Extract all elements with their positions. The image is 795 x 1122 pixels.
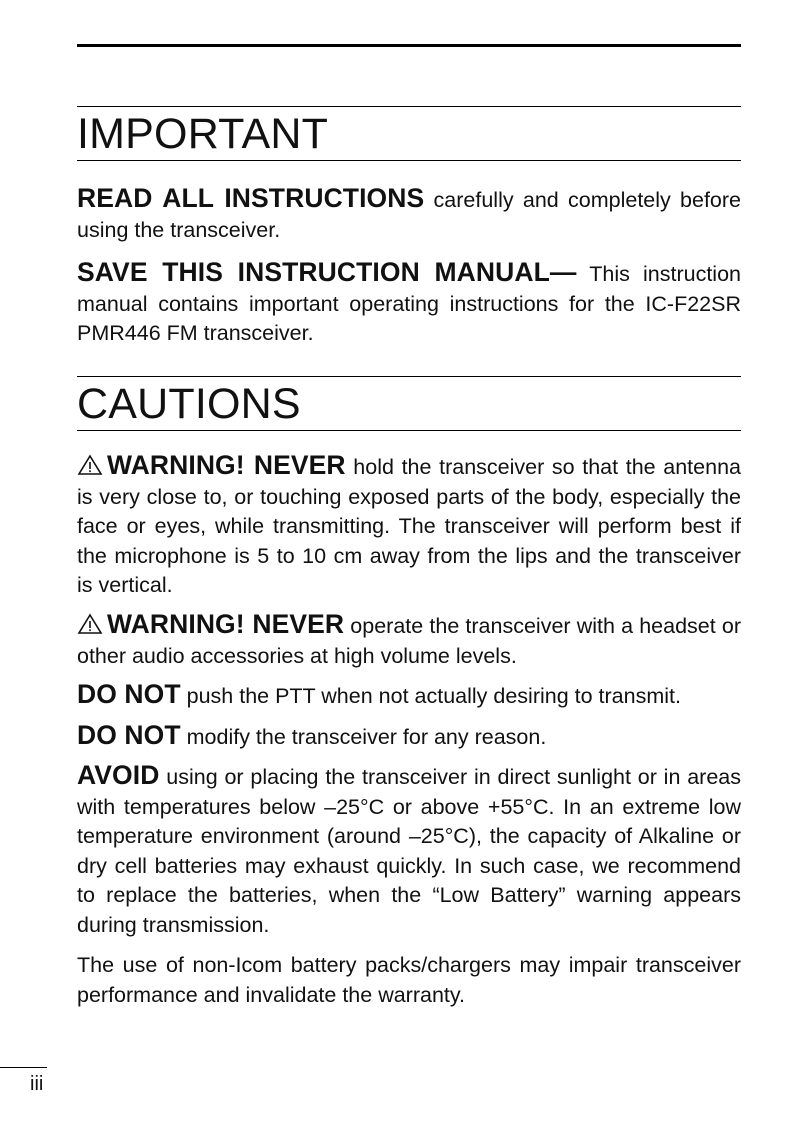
caution-text: using or placing the transceiver in direct sunlight or in areas with temperatures below –25°C or above +55°C. In an extreme low temperature environment (around –25°C), the capacity of Alkaline or dry cell batteries may exhaust quickly. In such case, we recommend to replace the batteries, when the “Low Battery” warning appears during transmission.	[77, 765, 741, 937]
warning-triangle-icon	[77, 454, 103, 476]
battery-note-paragraph: The use of non-Icom battery packs/chargers may impair transceiver performance and invalidate the warranty.	[77, 953, 741, 1007]
save-manual-text: This instruction manual contains important operating instructions for the IC-F22SR PMR446 FM transceiver.	[77, 262, 741, 345]
caution-lead: DO NOT	[77, 679, 181, 709]
page-number-rule	[0, 1067, 47, 1068]
caution-text: modify the transceiver for any reason.	[180, 725, 547, 749]
caution-lead: DO NOT	[77, 720, 181, 750]
top-rule	[77, 44, 741, 47]
read-instructions-lead: READ ALL INSTRUCTIONS	[77, 183, 425, 213]
caution-lead: WARNING! NEVER	[107, 609, 345, 639]
caution-lead: AVOID	[77, 760, 160, 790]
caution-item	[77, 761, 741, 940]
caution-item	[77, 680, 741, 712]
caution-item	[77, 721, 741, 753]
important-rule-bottom	[77, 160, 741, 161]
read-instructions-text: carefully and completely before using the transceiver.	[77, 188, 741, 242]
cautions-rule-top	[77, 376, 741, 377]
page-number: iii	[30, 1073, 44, 1095]
cautions-heading: CAUTIONS	[77, 380, 301, 428]
caution-lead: WARNING! NEVER	[107, 450, 346, 480]
cautions-rule-bottom	[77, 430, 741, 431]
important-rule-top	[77, 106, 741, 107]
caution-item	[77, 451, 741, 601]
save-manual-lead: SAVE THIS INSTRUCTION MANUAL—	[77, 257, 577, 287]
caution-item	[77, 610, 741, 671]
caution-text: operate the transceiver with a headset or other audio accessories at high volume levels.	[77, 614, 742, 668]
warning-triangle-icon	[77, 613, 103, 635]
caution-text: push the PTT when not actually desiring to transmit.	[180, 684, 681, 708]
important-heading: IMPORTANT	[77, 110, 329, 158]
read-instructions-paragraph	[77, 184, 741, 245]
save-manual-paragraph	[77, 258, 741, 349]
caution-text: hold the transceiver so that the antenna is very close to, or touching exposed parts of the body, especially the face or eyes, while transmitting. The transceiver will perform best if the microphone is 5 to 10 cm away from the lips and the transceiver is vertical.	[77, 455, 741, 597]
